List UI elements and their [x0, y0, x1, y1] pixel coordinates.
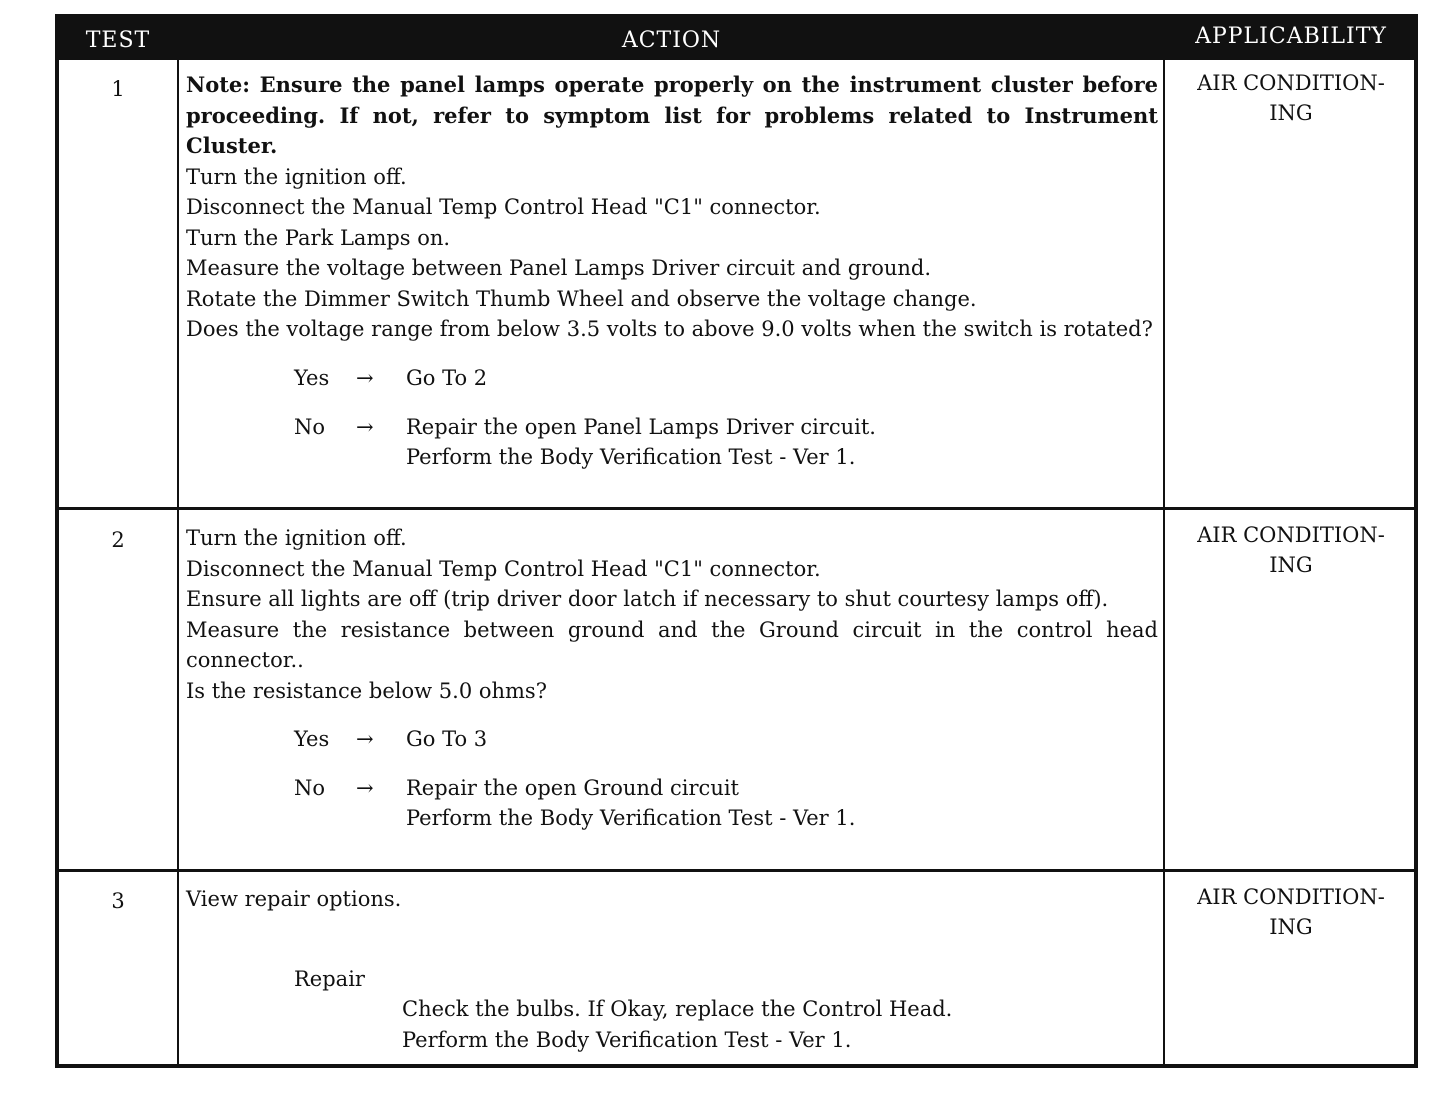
yes-option: [186, 724, 1158, 754]
right-arrow-icon: →: [356, 776, 374, 800]
step-text: Turn the ignition off.: [186, 526, 407, 550]
applicability-line-1: AIR CONDITION-: [1197, 885, 1385, 909]
step-text: Disconnect the Manual Temp Control Head "C1" connector.: [186, 195, 821, 219]
table-header: [59, 18, 1414, 60]
repair-text: Check the bulbs. If Okay, replace the Control Head.: [402, 996, 953, 1021]
step-text: Measure the resistance between ground and the Ground circuit in the control head connector..: [186, 617, 1158, 672]
no-label: No: [294, 776, 326, 800]
repair-line-1: [186, 994, 1158, 1025]
no-result: Repair the open Ground circuit: [406, 776, 739, 800]
applicability-line-2: ING: [1269, 915, 1313, 939]
repair-line-2: [186, 1025, 1158, 1056]
test-number-3: 3: [111, 889, 125, 913]
no-option: [186, 412, 1158, 442]
step-text: Ensure all lights are off (trip driver door latch if necessary to shut courtesy lamps off).: [186, 587, 1109, 611]
no-option-continued: [186, 803, 1158, 833]
repair-text: Perform the Body Verification Test - Ver 1.: [402, 1027, 852, 1052]
header-action: ACTION: [621, 28, 722, 53]
row-divider-2: [59, 869, 1414, 872]
step-text: Rotate the Dimmer Switch Thumb Wheel and observe the voltage change.: [186, 286, 977, 311]
test-number-2: 2: [111, 528, 125, 552]
no-result-line-2: Perform the Body Verification Test - Ver 1.: [406, 444, 856, 469]
repair-label: Repair: [294, 966, 365, 991]
action-cell-2: [186, 523, 1158, 833]
yes-result: Go To 3: [406, 727, 488, 751]
diagnostic-test-table: [55, 14, 1418, 1068]
header-test: TEST: [85, 28, 151, 53]
yes-option: [186, 363, 1158, 393]
applicability-line-1: AIR CONDITION-: [1197, 523, 1385, 547]
no-option-continued: [186, 442, 1158, 472]
applicability-line-2: ING: [1269, 553, 1313, 577]
applicability-cell-2: [1166, 520, 1416, 580]
step-text: Turn the ignition off.: [186, 164, 407, 189]
applicability-line-1: AIR CONDITION-: [1197, 71, 1385, 95]
step-text: Does the voltage range from below 3.5 volts to above 9.0 volts when the switch is rotated?: [186, 317, 1153, 341]
yes-result: Go To 2: [406, 365, 488, 390]
action-cell-3: [186, 884, 1158, 1056]
no-result: Repair the open Panel Lamps Driver circuit.: [406, 414, 876, 439]
repair-option: [186, 964, 1158, 994]
step-text: Measure the voltage between Panel Lamps Driver circuit and ground.: [186, 256, 932, 280]
applicability-line-2: ING: [1269, 101, 1313, 125]
step-text: Turn the Park Lamps on.: [186, 225, 451, 250]
header-applicability: APPLICABILITY: [1195, 24, 1387, 49]
column-divider-test: [177, 60, 179, 1064]
step-text: Is the resistance below 5.0 ohms?: [186, 678, 547, 703]
action-cell-1: [186, 70, 1158, 472]
no-result-line-2: Perform the Body Verification Test - Ver 1.: [406, 806, 856, 830]
applicability-cell-1: [1166, 68, 1416, 128]
test-number-1: 1: [111, 77, 125, 101]
no-option: [186, 773, 1158, 803]
right-arrow-icon: →: [356, 414, 374, 439]
step-text: Disconnect the Manual Temp Control Head "C1" connector.: [186, 556, 821, 581]
yes-label: Yes: [294, 727, 330, 751]
right-arrow-icon: →: [356, 365, 374, 390]
note-text: Note: Ensure the panel lamps operate properly on the instrument cluster before proceeding. If not, refer to symptom list for problems related to Instrument Cluster.: [186, 72, 1158, 158]
yes-label: Yes: [294, 365, 330, 390]
applicability-cell-3: [1166, 882, 1416, 942]
row-divider-1: [59, 507, 1414, 510]
step-text: View repair options.: [186, 887, 402, 911]
column-divider-action: [1163, 60, 1165, 1064]
no-label: No: [294, 414, 326, 439]
right-arrow-icon: →: [356, 727, 374, 751]
